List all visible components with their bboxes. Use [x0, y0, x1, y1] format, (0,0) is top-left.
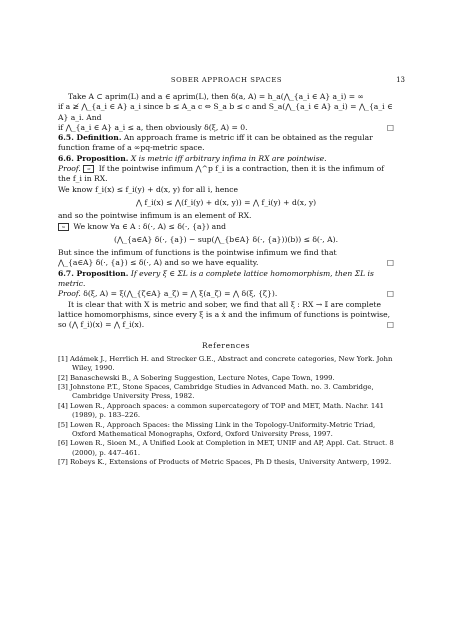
- proof: Proof. δ(ξ, A) = ξ(⋀_{ζ∈A} a_ζ) = ⋀ ξ(a_ζ) = ⋀ δ(ξ, {ζ}). □: [58, 289, 394, 299]
- paragraph: We know f_i(x) ≤ f_i(y) + d(x, y) for all i, hence: [58, 184, 239, 194]
- paragraph: and so the pointwise infimum is an element of RX.: [58, 211, 252, 221]
- reference-item: [7] Robeys K., Extensions of Products of Metric Spaces, Ph D thesis, University Antwerp, 1992.: [58, 458, 392, 467]
- implies-box-icon: ⇒: [83, 165, 94, 173]
- qed-symbol: □: [386, 289, 394, 299]
- paragraph: if a ≱ ⋀_{a_i ∈ A} a_i since b ≤ A_a c ⇔ S_a b ≤ c and S_a(⋀_{a_i ∈ A} a_i) = ⋀_{a_i ∈ A} a_i. And: [58, 102, 393, 122]
- proof-label: Proof.: [58, 289, 81, 299]
- reference-item: [2] Banaschewski B., A Sobering Suggestion, Lecture Notes, Cape Town, 1999.: [58, 373, 335, 382]
- reference-item: [1] Adámek J., Herrlich H. and Strecker G.E., Abstract and concrete categories, New York. John Wiley, 1990.: [58, 354, 393, 373]
- definition-text: An approach frame is metric iff it can be obtained as the regular function frame of a ∞pq-metric space.: [58, 133, 373, 153]
- display-equation: ⋀ f_i(x) ≤ ⋀(f_i(y) + d(x, y)) = ⋀ f_i(y) + d(x, y): [135, 197, 317, 207]
- reference-item: [3] Johnstone P.T., Stone Spaces, Cambridge Studies in Advanced Math. no. 3. Cambridge, Cambridge University Press, 1982.: [58, 383, 374, 401]
- paragraph: ⋀_{a∈A} δ(·, {a}) ≤ δ(·, A) and so we have equality. □: [58, 258, 394, 268]
- references-list: [58, 355, 394, 468]
- paragraph: Take A ⊂ aprim(L) and a ∈ aprim(L), then δ(a, A) = h_a(⋀_{a_i ∈ A} a_i) = ∞: [68, 92, 364, 101]
- display-equation: (⋀_{a∈A} δ(·, {a}) − sup(⋀_{b∈A} δ(·, {a}))(b)) ≤ δ(·, A).: [114, 234, 338, 244]
- reference-item: [5] Lowen R., Approach Spaces: the Missing Link in the Topology-Uniformity-Metric Triad, Oxford Mathematical Monographs, Oxford, Oxford University Press, 1997.: [58, 420, 376, 439]
- paragraph: It is clear that with X is metric and sober, we find that all ξ : RX → 𝕀 are complete lattice homomorphisms, since every ξ is a ẋ and the infimum of functions is pointwise, so (⋀ f_i)(x) = ⋀ f_i(x). □: [58, 299, 394, 330]
- proof: Proof. ⇒ If the pointwise infimum ⋀^p f_i is a contraction, then it is the infimum of the f_i in RX.: [58, 164, 385, 184]
- references-title: References: [201, 340, 251, 350]
- proposition-text: X is metric iff arbitrary infima in RX are pointwise.: [130, 153, 327, 163]
- qed-symbol: □: [386, 122, 394, 132]
- qed-symbol: □: [386, 258, 394, 268]
- qed-symbol: □: [386, 320, 394, 330]
- body-text: [58, 92, 394, 468]
- paragraph: ⇐ We know ∀a ∈ A : δ(·, A) ≤ δ(·, {a}) and: [58, 222, 394, 232]
- definition: [58, 133, 394, 154]
- proposition: [58, 269, 394, 290]
- reference-item: [4] Lowen R., Approach spaces: a common supercategory of TOP and MET, Math. Nachr. 141 (1989), p. 183–226.: [58, 401, 384, 420]
- proposition-label: 6.6. Proposition.: [58, 153, 129, 163]
- running-head: SOBER APPROACH SPACES: [170, 76, 283, 84]
- page-number: 13: [396, 76, 405, 84]
- proposition-text: If every ξ ∈ ΣL is a complete lattice homomorphism, then ΣL is metric.: [58, 268, 374, 289]
- proposition-label: 6.7. Proposition.: [58, 268, 129, 278]
- reference-item: [6] Lowen R., Sioen M., A Unified Look at Completion in MET, UNIF and AP, Appl. Cat. Struct. 8 (2000), p. 447–461.: [58, 439, 394, 457]
- paragraph: But since the infimum of functions is the pointwise infimum we find that: [58, 248, 337, 258]
- proof-label: Proof.: [58, 164, 81, 174]
- paragraph: if ⋀_{a_i ∈ A} a_i ≤ a, then obviously δ(ξ, A) = 0. □: [58, 122, 394, 132]
- proposition: [58, 154, 394, 164]
- definition-label: 6.5. Definition.: [58, 133, 122, 143]
- implied-box-icon: ⇐: [58, 223, 69, 231]
